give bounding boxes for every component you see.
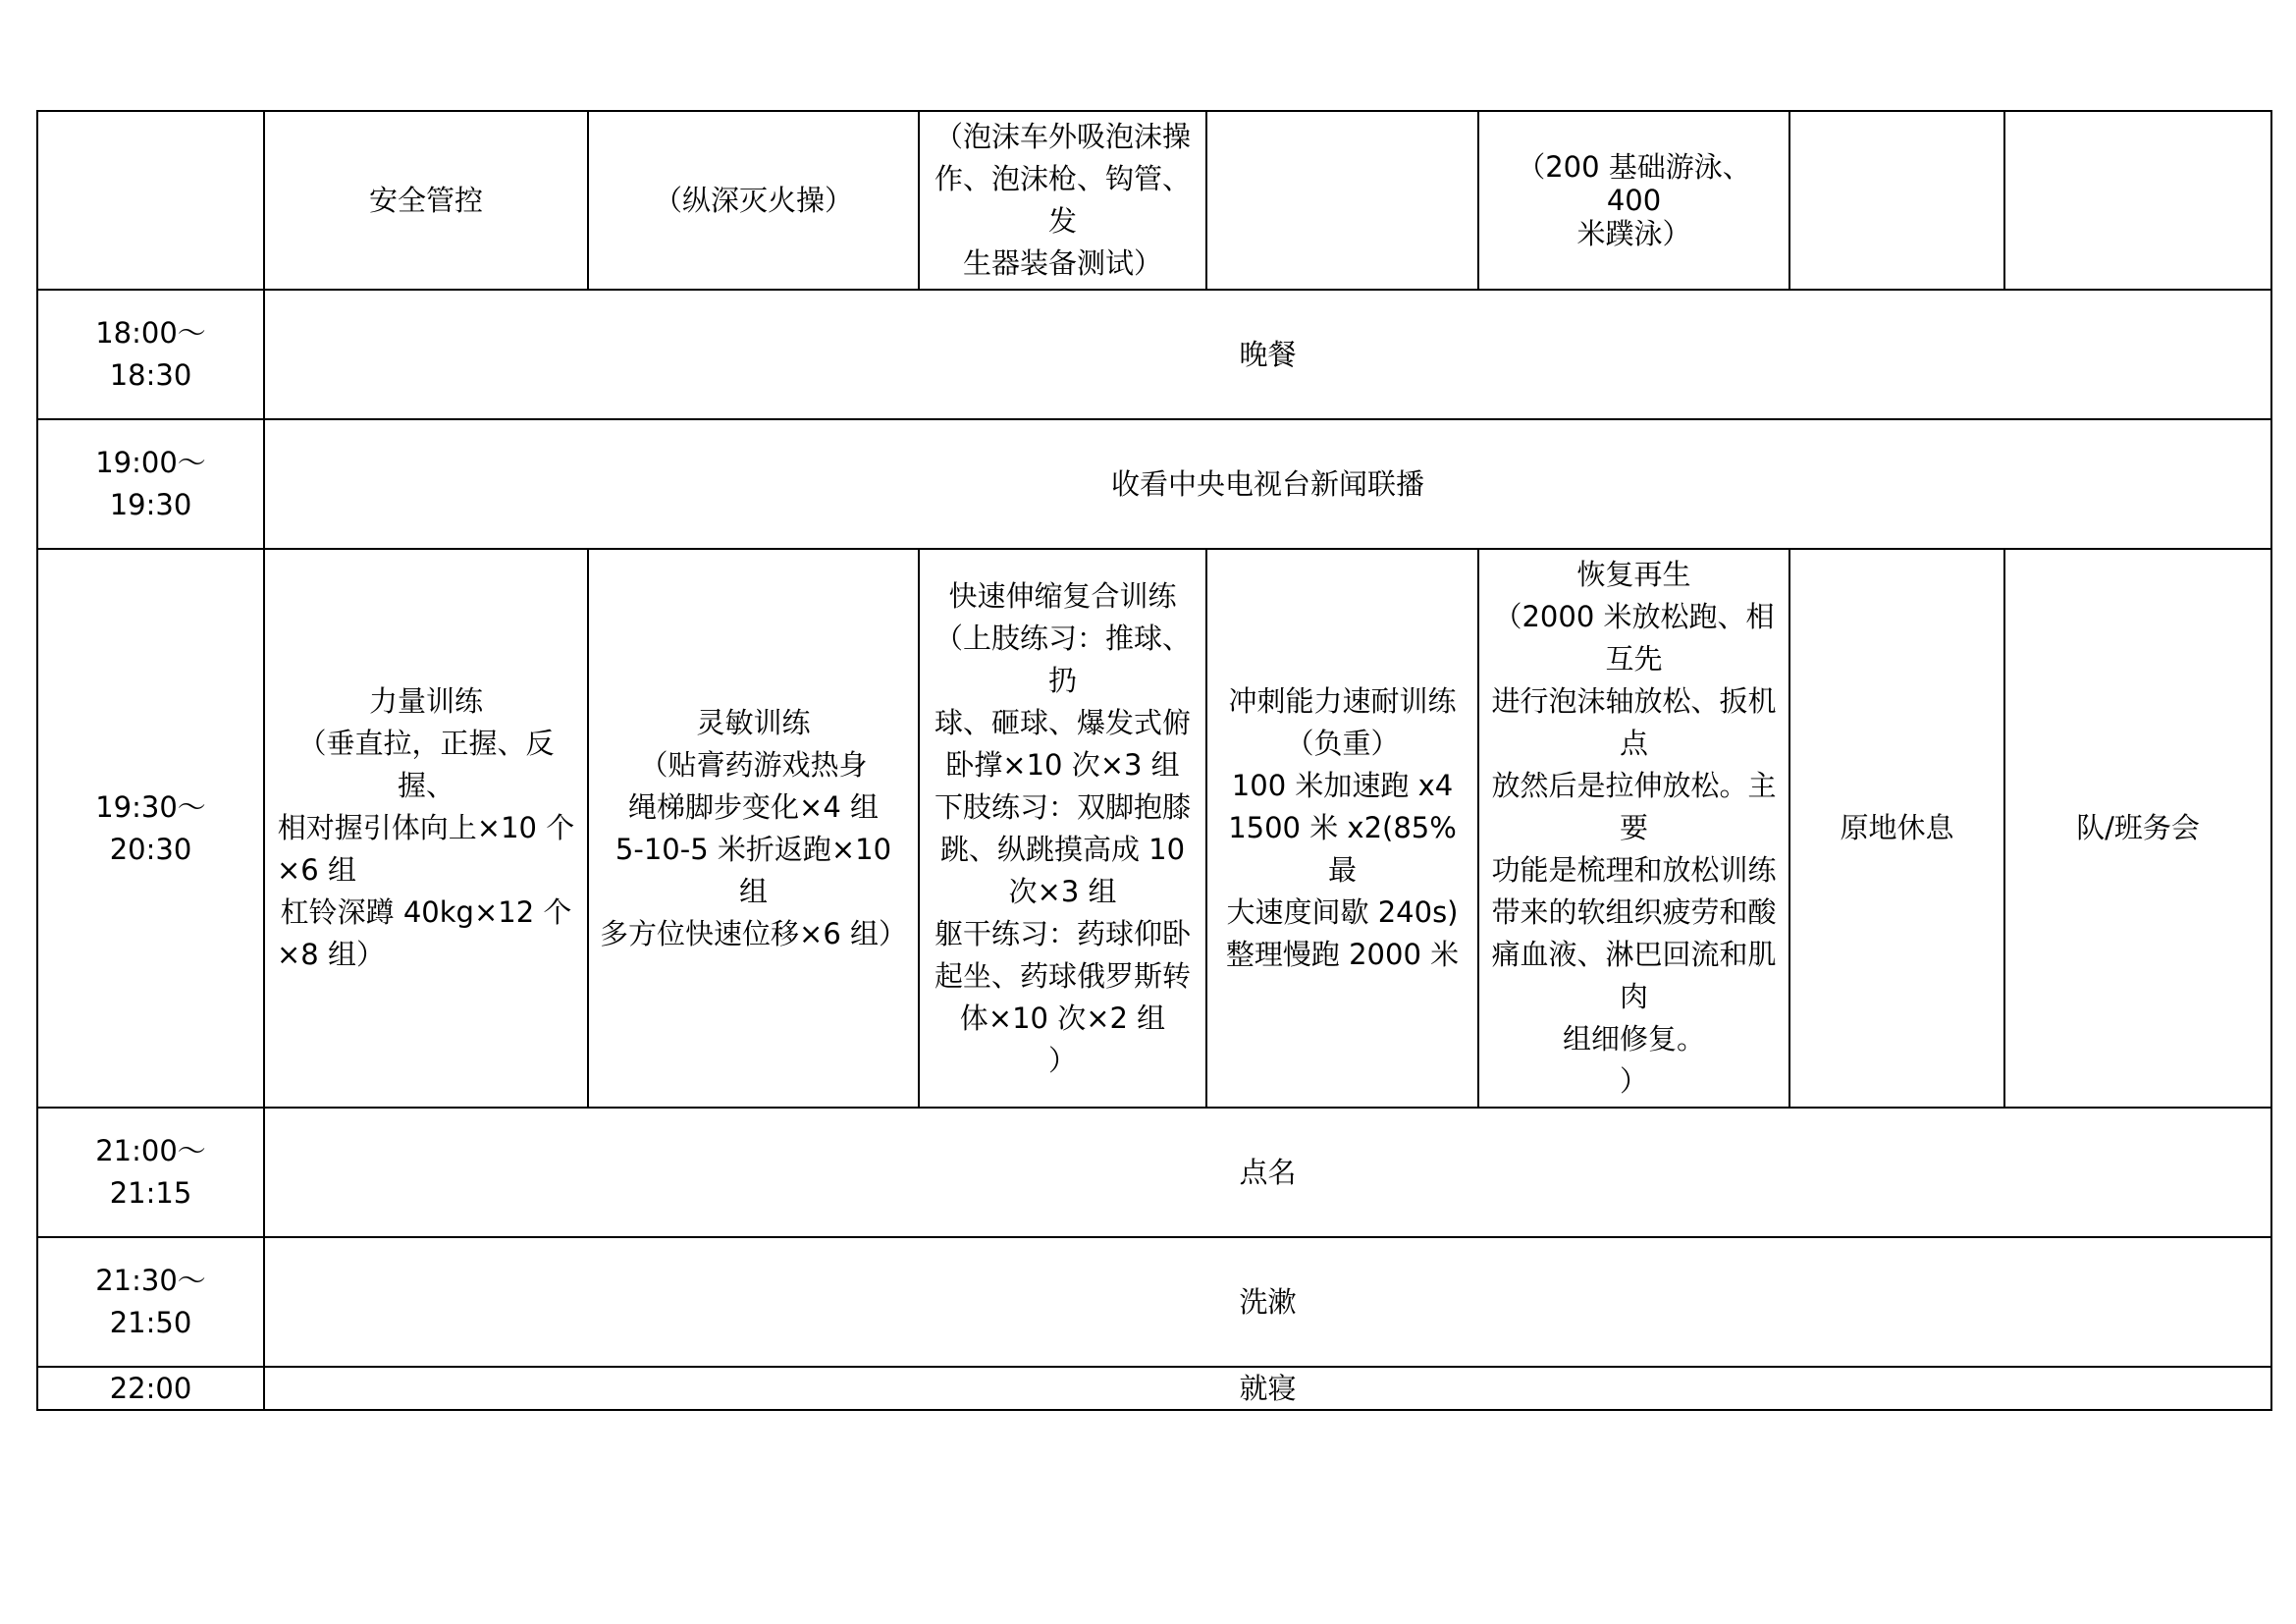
cell-title: 力量训练 <box>368 684 483 718</box>
cell-text: 带来的软组织疲劳和酸 <box>1491 895 1777 929</box>
table-row <box>37 1108 2271 1237</box>
cell-text: （200 基础游泳、400 <box>1517 150 1751 217</box>
time-end: 19:30 <box>109 488 192 521</box>
cell-text: 队/班务会 <box>2076 811 2200 844</box>
rollcall-activity: 点名 <box>1239 1155 1297 1189</box>
rest-cell <box>1789 549 2004 1108</box>
cell-text: （上肢练习：推球、扔 <box>934 621 1191 697</box>
cell-text: 进行泡沫轴放松、扳机点 <box>1491 684 1777 760</box>
activity-cell <box>264 1237 2271 1367</box>
cell-text: 组细修复。 <box>1562 1022 1705 1056</box>
recovery-training-cell <box>1478 549 1789 1108</box>
cell-text: 卧撑×10 次×3 组 <box>945 747 1180 782</box>
cell-title: 快速伸缩复合训练 <box>948 578 1177 613</box>
time-start: 21:30～ <box>95 1264 206 1297</box>
table-row <box>37 419 2271 549</box>
news-activity: 收看中央电视台新闻联播 <box>1110 466 1424 501</box>
cell-title: 灵敏训练 <box>696 705 811 739</box>
table-row <box>37 1367 2271 1410</box>
cell-title: 冲刺能力速耐训练 <box>1228 684 1457 718</box>
cell-text: 躯干练习：药球仰卧 <box>934 916 1191 950</box>
cell-text: 体×10 次×2 组 <box>959 1001 1166 1035</box>
cell-text: 生器装备测试） <box>962 246 1162 280</box>
time-start: 22:00 <box>109 1372 192 1405</box>
cell-text: 下肢练习：双脚抱膝 <box>934 789 1191 824</box>
cell-text: （2000 米放松跑、相互先 <box>1493 600 1775 676</box>
activity-cell <box>264 111 588 290</box>
cell-text: 跳、纵跳摸高成 10 <box>939 832 1186 866</box>
cell-text: 杠铃深蹲 40kg×12 个 <box>280 895 572 929</box>
cell-text: ×6 组 <box>277 853 356 887</box>
cell-text: 5-10-5 米折返跑×10 组 <box>614 832 892 908</box>
time-cell <box>37 290 264 419</box>
cell-text: 球、砸球、爆发式俯 <box>934 705 1191 739</box>
activity-cell <box>1789 111 2004 290</box>
cell-text: 放然后是拉伸放松。主要 <box>1491 769 1777 844</box>
cell-text: 大速度间歇 240s) <box>1226 895 1459 929</box>
activity-cell <box>264 419 2271 549</box>
table-row <box>37 549 2271 1108</box>
cell-text: 米蹼泳） <box>1576 217 1691 250</box>
cell-text: （纵深灭火操） <box>653 183 853 217</box>
activity-cell <box>588 111 919 290</box>
training-schedule-table <box>36 110 2272 1411</box>
time-end: 21:15 <box>109 1176 192 1210</box>
activity-cell <box>264 1367 2271 1410</box>
time-cell <box>37 1108 264 1237</box>
time-cell <box>37 1367 264 1410</box>
activity-cell <box>2004 111 2271 290</box>
time-end: 21:50 <box>109 1306 192 1339</box>
cell-text: （垂直拉，正握、反握、 <box>297 727 555 802</box>
cell-text: （泡沫车外吸泡沫操 <box>934 120 1191 153</box>
activity-cell <box>264 290 2271 419</box>
cell-text: ） <box>1047 1043 1077 1077</box>
cell-text: 作、泡沫枪、钩管、发 <box>934 162 1191 238</box>
cell-text: 痛血液、淋巴回流和肌肉 <box>1491 938 1777 1013</box>
time-start: 19:00～ <box>95 446 206 479</box>
time-cell <box>37 549 264 1108</box>
cell-text: 次×3 组 <box>1008 874 1117 908</box>
cell-text: 安全管控 <box>368 183 483 217</box>
table-row <box>37 290 2271 419</box>
cell-text: 相对握引体向上×10 个 <box>277 811 575 844</box>
cell-text: 多方位快速位移×6 组） <box>600 916 907 950</box>
meeting-cell <box>2004 549 2271 1108</box>
strength-training-cell <box>264 549 588 1108</box>
activity-cell <box>1478 111 1789 290</box>
time-end: 18:30 <box>109 358 192 392</box>
sleep-activity: 就寝 <box>1239 1372 1297 1405</box>
cell-text: 原地休息 <box>1840 811 1954 844</box>
schedule-sheet <box>36 110 2272 1411</box>
time-start: 18:00～ <box>95 316 206 350</box>
activity-cell <box>1206 111 1478 290</box>
cell-text: 绳梯脚步变化×4 组 <box>628 789 879 824</box>
cell-text: 起坐、药球俄罗斯转 <box>934 958 1191 993</box>
cell-text: 功能是梳理和放松训练 <box>1491 853 1777 887</box>
cell-text: ×8 组） <box>277 938 385 971</box>
time-start: 21:00～ <box>95 1134 206 1167</box>
cell-title: 恢复再生 <box>1576 558 1691 591</box>
time-start: 19:30～ <box>95 789 206 824</box>
agility-training-cell <box>588 549 919 1108</box>
cell-text: ） <box>1619 1064 1648 1098</box>
dinner-activity: 晚餐 <box>1239 337 1297 371</box>
cell-text: （贴膏药游戏热身 <box>639 747 868 782</box>
cell-text: 100 米加速跑 x4 <box>1231 769 1454 802</box>
table-row <box>37 111 2271 290</box>
cell-text: 整理慢跑 2000 米 <box>1225 938 1460 971</box>
time-end: 20:30 <box>109 832 192 866</box>
table-row <box>37 1237 2271 1367</box>
sprint-training-cell <box>1206 549 1478 1108</box>
time-cell <box>37 1237 264 1367</box>
cell-text: （负重） <box>1285 727 1400 760</box>
activity-cell <box>919 111 1206 290</box>
activity-cell <box>264 1108 2271 1237</box>
cell-text: 1500 米 x2(85%最 <box>1228 811 1457 887</box>
wash-activity: 洗漱 <box>1239 1284 1297 1319</box>
time-cell <box>37 419 264 549</box>
time-cell <box>37 111 264 290</box>
plyometric-training-cell <box>919 549 1206 1108</box>
